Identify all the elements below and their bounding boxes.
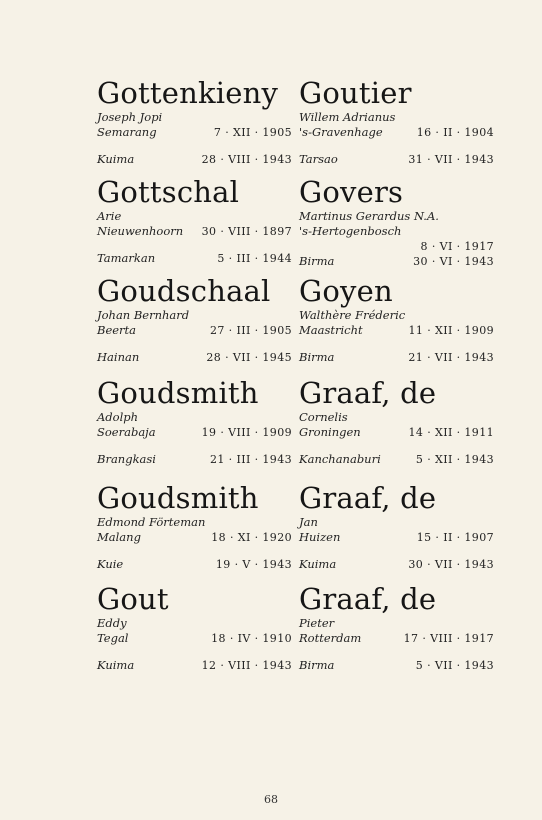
entry [97, 376, 292, 467]
surname: Goutier [299, 76, 412, 110]
birthdate: 15 · II · 1907 [416, 531, 494, 544]
birth-line [97, 125, 292, 140]
surname: Goyen [299, 274, 393, 308]
deathdate: 21 · III · 1943 [209, 453, 292, 466]
birthdate: 7 · XII · 1905 [213, 126, 292, 139]
entry [299, 175, 494, 269]
surname: Graaf, de [299, 481, 437, 515]
given-names: Adolph [97, 410, 139, 424]
birthdate: 11 · XII · 1909 [408, 324, 494, 337]
birth-line [299, 224, 494, 239]
given-names: Pieter [299, 616, 335, 630]
given-names: Walthère Fréderic [299, 308, 406, 322]
birthplace: 's-Gravenhage [299, 125, 383, 139]
birth-line [299, 125, 494, 140]
surname: Gout [97, 582, 169, 616]
birthdate: 16 · II · 1904 [416, 126, 494, 139]
birthplace: Nieuwenhoorn [97, 224, 184, 238]
birthplace: Soerabaja [97, 425, 156, 439]
deathplace: Kuie [97, 557, 124, 571]
deathdate: 5 · VII · 1943 [415, 659, 494, 672]
given-names: Joseph Jopi [97, 110, 163, 124]
birthplace: 's-Hertogenbosch [299, 224, 402, 238]
given-names: Martinus Gerardus N.A. [299, 209, 439, 223]
birthdate: 14 · XII · 1911 [408, 426, 494, 439]
birth-line [97, 425, 292, 440]
birthplace: Beerta [97, 323, 137, 337]
birthplace: Huizen [299, 530, 341, 544]
birthdate: 18 · XI · 1920 [211, 531, 292, 544]
birthdate: 30 · VIII · 1897 [201, 225, 292, 238]
birthdate-line [299, 239, 494, 254]
birthplace: Semarang [97, 125, 157, 139]
entry [299, 274, 494, 365]
entry [299, 76, 494, 167]
deathplace: Hainan [97, 350, 140, 364]
given-names: Jan [299, 515, 318, 529]
death-line [299, 350, 494, 365]
given-names: Cornelis [299, 410, 348, 424]
birthplace: Groningen [299, 425, 361, 439]
entry [97, 76, 292, 167]
birthplace: Rotterdam [299, 631, 362, 645]
entry [97, 175, 292, 266]
deathdate: 28 · VIII · 1943 [201, 153, 292, 166]
deathplace: Brangkasi [97, 452, 156, 466]
death-line [299, 452, 494, 467]
given-names: Johan Bernhard [97, 308, 190, 322]
deathdate: 30 · VI · 1943 [413, 255, 494, 268]
birthdate: 19 · VIII · 1909 [201, 426, 292, 439]
deathplace: Kuima [97, 152, 135, 166]
entry [299, 376, 494, 467]
surname: Goudsmith [97, 481, 259, 515]
birth-line [299, 530, 494, 545]
death-line [299, 254, 494, 269]
birth-line [97, 224, 292, 239]
deathplace: Kuima [299, 557, 337, 571]
surname: Govers [299, 175, 404, 209]
surname: Gottenkieny [97, 76, 279, 110]
deathplace: Kuima [97, 658, 135, 672]
death-line [97, 152, 292, 167]
death-line [97, 452, 292, 467]
birth-line [299, 631, 494, 646]
birthplace: Malang [97, 530, 141, 544]
death-line [299, 152, 494, 167]
entry [299, 582, 494, 673]
entry [97, 481, 292, 572]
surname: Graaf, de [299, 582, 437, 616]
birthdate: 27 · III · 1905 [209, 324, 292, 337]
deathplace: Birma [299, 350, 335, 364]
birth-line [97, 530, 292, 545]
page-number: 68 [264, 793, 278, 806]
birthplace: Tegal [97, 631, 129, 645]
deathdate: 21 · VII · 1943 [408, 351, 494, 364]
birth-line [97, 323, 292, 338]
given-names: Eddy [97, 616, 127, 630]
deathdate: 5 · III · 1944 [217, 252, 292, 265]
given-names: Willem Adrianus [299, 110, 396, 124]
entry [97, 274, 292, 365]
deathdate: 31 · VII · 1943 [408, 153, 494, 166]
entry [97, 582, 292, 673]
surname: Gottschal [97, 175, 240, 209]
deathdate: 12 · VIII · 1943 [201, 659, 292, 672]
death-line [299, 658, 494, 673]
deathplace: Tarsao [299, 152, 338, 166]
death-line [97, 350, 292, 365]
birth-line [97, 631, 292, 646]
given-names: Arie [97, 209, 122, 223]
death-line [299, 557, 494, 572]
deathdate: 5 · XII · 1943 [415, 453, 494, 466]
entry [299, 481, 494, 572]
birthdate: 18 · IV · 1910 [211, 632, 292, 645]
surname: Goudschaal [97, 274, 271, 308]
death-line [97, 658, 292, 673]
birth-line [299, 425, 494, 440]
deathplace: Kanchanaburi [299, 452, 381, 466]
deathplace: Birma [299, 254, 335, 268]
surname: Goudsmith [97, 376, 259, 410]
birthplace: Maastricht [299, 323, 363, 337]
deathdate: 19 · V · 1943 [215, 558, 292, 571]
deathdate: 28 · VII · 1945 [206, 351, 292, 364]
birthdate: 17 · VIII · 1917 [403, 632, 494, 645]
birth-line [299, 323, 494, 338]
surname: Graaf, de [299, 376, 437, 410]
deathplace: Birma [299, 658, 335, 672]
death-line [97, 251, 292, 266]
deathdate: 30 · VII · 1943 [408, 558, 494, 571]
given-names: Edmond Förteman [97, 515, 206, 529]
deathplace: Tamarkan [97, 251, 156, 265]
birthdate: 8 · VI · 1917 [420, 240, 494, 253]
death-line [97, 557, 292, 572]
